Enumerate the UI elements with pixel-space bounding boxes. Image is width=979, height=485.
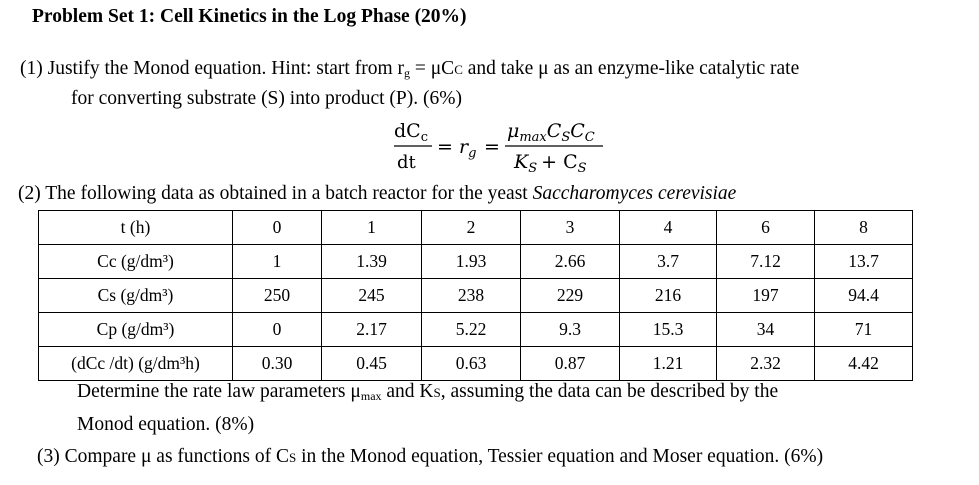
table-cell: 3 (521, 211, 620, 245)
table-cell: 8 (815, 211, 913, 245)
table-cell: 0.30 (233, 347, 322, 381)
table-cell: 0.45 (322, 347, 422, 381)
kinetics-data-table (38, 210, 913, 381)
row-label: Cp (g/dm³) (39, 313, 233, 347)
monod-equation (0, 117, 979, 179)
eq-equals-2: = (484, 136, 500, 158)
ks-subscript: S (433, 385, 441, 400)
part1-line1 (20, 58, 799, 81)
table-cell: 9.3 (521, 313, 620, 347)
table-row (39, 347, 913, 381)
part1-text-b: = μC (409, 58, 455, 79)
eq-rhs-num: $\mu_{max}C_SC_C$ (507, 120, 595, 145)
eq-equals-1: = (437, 136, 453, 158)
mumax-subscript: max (360, 389, 382, 403)
table-cell: 197 (717, 279, 815, 313)
table-cell: 4.42 (815, 347, 913, 381)
table-cell: 34 (717, 313, 815, 347)
eq-rhs-den: $K_S + C_S$ (514, 151, 587, 176)
table-row (39, 279, 913, 313)
determine-text-c: , assuming the data can be described by the (440, 381, 779, 402)
table-cell: 1.39 (322, 245, 422, 279)
part3-text-a: (3) Compare μ as functions of C (37, 446, 289, 467)
table-cell: 0 (233, 211, 322, 245)
row-label: Cc (g/dm³) (39, 245, 233, 279)
row-label: (dCc /dt) (g/dm³h) (39, 347, 233, 381)
part1-text-c: and take μ as an enzyme-like catalytic rate (462, 58, 800, 79)
species-name: Saccharomyces cerevisiae (532, 183, 737, 204)
cs-subscript: S (289, 450, 297, 465)
table-cell: 2.32 (717, 347, 815, 381)
table-row (39, 245, 913, 279)
determine-text-a: Determine the rate law parameters μ (77, 381, 361, 402)
table-cell: 238 (422, 279, 521, 313)
part3-text-b: in the Monod equation, Tessier equation and Moser equation. (6%) (296, 446, 824, 467)
cc-subscript: C (454, 62, 463, 77)
table-cell: 13.7 (815, 245, 913, 279)
table-cell: 7.12 (717, 245, 815, 279)
table-cell: 0.63 (422, 347, 521, 381)
determine-text-b: and K (381, 381, 434, 402)
table-cell: 1 (322, 211, 422, 245)
table-cell: 1.21 (620, 347, 717, 381)
part3-question (37, 446, 823, 468)
table-cell: 5.22 (422, 313, 521, 347)
table-cell: 2 (422, 211, 521, 245)
part1-line2: for converting substrate (S) into product (P). (6%) (71, 88, 462, 109)
part2-intro (18, 183, 736, 205)
table-cell: 2.66 (521, 245, 620, 279)
table-cell: 15.3 (620, 313, 717, 347)
table-cell: 216 (620, 279, 717, 313)
determine-line1 (77, 381, 778, 404)
part2-text: (2) The following data as obtained in a batch reactor for the yeast (18, 183, 533, 204)
table-cell: 245 (322, 279, 422, 313)
table-cell: 94.4 (815, 279, 913, 313)
rg-subscript: g (403, 66, 410, 80)
table-row (39, 313, 913, 347)
row-label: t (h) (39, 211, 233, 245)
part1-text-a: (1) Justify the Monod equation. Hint: start from r (20, 58, 404, 79)
table-cell: 2.17 (322, 313, 422, 347)
table-cell: 6 (717, 211, 815, 245)
row-label: Cs (g/dm³) (39, 279, 233, 313)
problem-title: Problem Set 1: Cell Kinetics in the Log Phase (20%) (32, 6, 467, 27)
table-cell: 250 (233, 279, 322, 313)
table-cell: 0 (233, 313, 322, 347)
determine-line2: Monod equation. (8%) (77, 414, 255, 435)
eq-lhs-num: $dC_c$ (394, 120, 428, 145)
table-body (39, 211, 913, 381)
table-cell: 229 (521, 279, 620, 313)
table-cell: 1 (233, 245, 322, 279)
eq-lhs-den: dt (397, 152, 416, 173)
table-cell: 4 (620, 211, 717, 245)
eq-rg: $r_g$ (459, 136, 477, 161)
table-cell: 3.7 (620, 245, 717, 279)
table-cell: 1.93 (422, 245, 521, 279)
table-cell: 0.87 (521, 347, 620, 381)
table-cell: 71 (815, 313, 913, 347)
table-row (39, 211, 913, 245)
